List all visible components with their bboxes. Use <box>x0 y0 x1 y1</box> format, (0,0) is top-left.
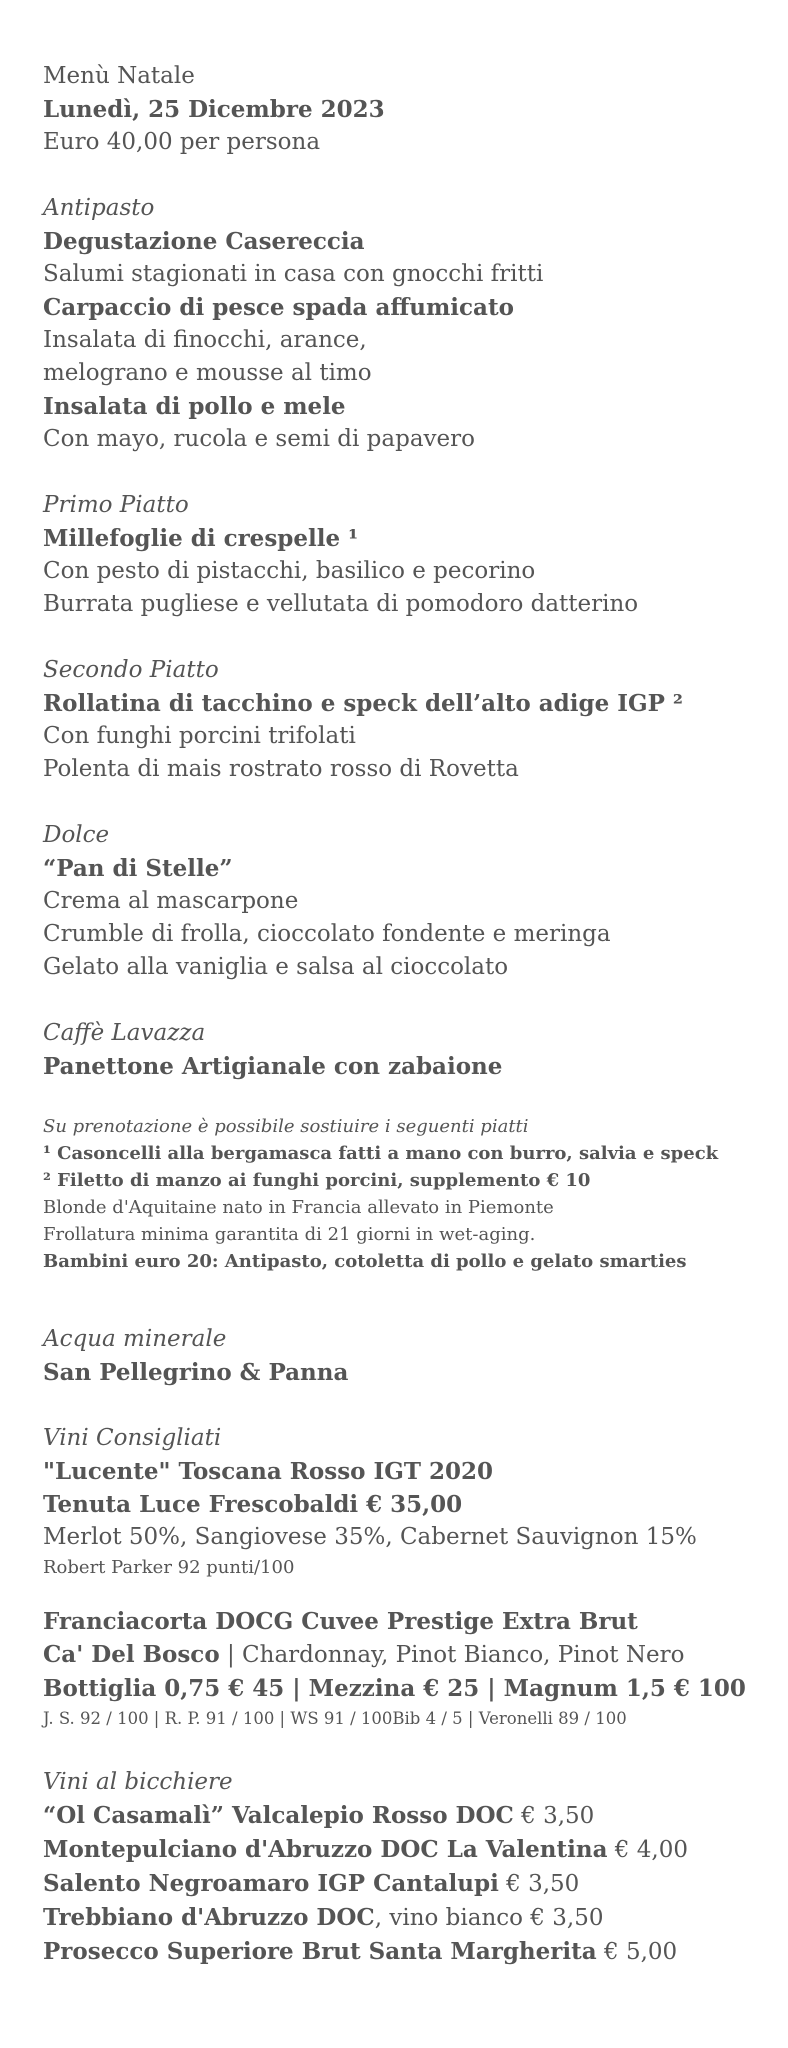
spacer <box>43 1389 763 1422</box>
spacer <box>43 1275 763 1323</box>
section-heading-primo: Primo Piatto <box>43 492 189 518</box>
spacer <box>43 1581 763 1605</box>
substitution-item: ² Filetto di manzo ai funghi porcini, supplemento € 10 <box>43 1170 591 1191</box>
glass-wine-item <box>43 1799 763 1833</box>
glass-wine-name: Trebbiano d'Abruzzo DOC <box>43 1904 375 1931</box>
section-heading-bicchiere: Vini al bicchiere <box>43 1769 233 1795</box>
dish-name: Carpaccio di pesce spada affumicato <box>43 294 514 321</box>
dish-description: Con mayo, rucola e semi di papavero <box>43 426 475 452</box>
spacer <box>43 786 763 819</box>
dish-description: Insalata di finocchi, arance, <box>43 327 367 353</box>
dish-name: San Pellegrino & Panna <box>43 1359 349 1386</box>
kids-menu-note: Bambini euro 20: Antipasto, cotoletta di pollo e gelato smarties <box>43 1251 687 1272</box>
glass-wine-price: € 3,50 <box>498 1871 580 1897</box>
glass-wine-name: Montepulciano d'Abruzzo DOC La Valentina <box>43 1836 608 1863</box>
section-heading-vini: Vini Consigliati <box>43 1425 222 1451</box>
substitution-item: ¹ Casoncelli alla bergamasca fatti a mano con burro, salvia e speck <box>43 1143 719 1164</box>
section-heading-secondo: Secondo Piatto <box>43 657 219 683</box>
dish-name: “Pan di Stelle” <box>43 855 233 882</box>
substitution-description: Frollatura minima garantita di 21 giorni in wet-aging. <box>43 1224 536 1245</box>
wine-ratings: J. S. 92 / 100 | R. P. 91 / 100 | WS 91 / 100Bib 4 / 5 | Veronelli 89 / 100 <box>43 1709 627 1728</box>
glass-wine-name: “Ol Casamalì” Valcalepio Rosso DOC <box>43 1802 514 1829</box>
menu-title: Menù Natale <box>43 63 195 89</box>
wine-producer-row <box>43 1638 763 1672</box>
dish-description: Crema al mascarpone <box>43 888 299 914</box>
spacer <box>43 159 763 192</box>
dish-name: Degustazione Casereccia <box>43 228 365 255</box>
menu-date: Lunedì, 25 Dicembre 2023 <box>43 96 385 123</box>
spacer <box>43 984 763 1017</box>
section-heading-antipasto: Antipasto <box>43 195 155 221</box>
spacer <box>43 1733 763 1766</box>
spacer <box>43 621 763 654</box>
section-heading-acqua: Acqua minerale <box>43 1326 227 1352</box>
wine-producer-price: Tenuta Luce Frescobaldi € 35,00 <box>43 1491 463 1518</box>
glass-wine-price: , vino bianco € 3,50 <box>374 1905 604 1931</box>
dish-description: melograno e mousse al timo <box>43 360 372 386</box>
wine-grapes: Merlot 50%, Sangiovese 35%, Cabernet Sauvignon 15% <box>43 1524 697 1550</box>
glass-wine-price: € 5,00 <box>596 1939 678 1965</box>
section-heading-dolce: Dolce <box>43 822 110 848</box>
glass-wine-item <box>43 1901 763 1935</box>
glass-wine-item <box>43 1867 763 1901</box>
dish-name: Panettone Artigianale con zabaione <box>43 1053 503 1080</box>
dish-name: Rollatina di tacchino e speck dell’alto adige IGP ² <box>43 690 684 717</box>
substitution-intro: Su prenotazione è possibile sostiuire i seguenti piatti <box>43 1116 529 1137</box>
dish-description: Gelato alla vaniglia e salsa al cioccolato <box>43 954 509 980</box>
glass-wine-name: Salento Negroamaro IGP Cantalupi <box>43 1870 499 1897</box>
glass-wine-price: € 3,50 <box>513 1803 595 1829</box>
wine-rating: Robert Parker 92 punti/100 <box>43 1557 295 1578</box>
spacer <box>43 456 763 489</box>
wine-producer: Ca' Del Bosco <box>43 1641 220 1668</box>
substitution-description: Blonde d'Aquitaine nato in Francia allevato in Piemonte <box>43 1197 554 1218</box>
dish-description: Polenta di mais rostrato rosso di Rovetta <box>43 756 519 782</box>
dish-description: Burrata pugliese e vellutata di pomodoro datterino <box>43 591 639 617</box>
glass-wine-item <box>43 1833 763 1867</box>
wine-prices: Bottiglia 0,75 € 45 | Mezzina € 25 | Magnum 1,5 € 100 <box>43 1675 746 1702</box>
dish-description: Crumble di frolla, cioccolato fondente e meringa <box>43 921 611 947</box>
wine-name: Franciacorta DOCG Cuvee Prestige Extra Brut <box>43 1608 638 1635</box>
dish-description: Salumi stagionati in casa con gnocchi fritti <box>43 261 544 287</box>
glass-wine-price: € 4,00 <box>607 1837 688 1863</box>
glass-wine-name: Prosecco Superiore Brut Santa Margherita <box>43 1938 597 1965</box>
menu-price: Euro 40,00 per persona <box>43 129 321 155</box>
glass-wine-item <box>43 1935 763 1969</box>
wine-name: "Lucente" Toscana Rosso IGT 2020 <box>43 1458 494 1485</box>
dish-description: Con pesto di pistacchi, basilico e pecorino <box>43 558 536 584</box>
dish-description: Con funghi porcini trifolati <box>43 723 356 749</box>
dish-name: Insalata di pollo e mele <box>43 393 346 420</box>
spacer <box>43 1083 763 1113</box>
dish-name: Millefoglie di crespelle ¹ <box>43 525 359 552</box>
section-heading-caffe: Caffè Lavazza <box>43 1020 206 1046</box>
wine-grapes: | Chardonnay, Pinot Bianco, Pinot Nero <box>219 1642 685 1668</box>
